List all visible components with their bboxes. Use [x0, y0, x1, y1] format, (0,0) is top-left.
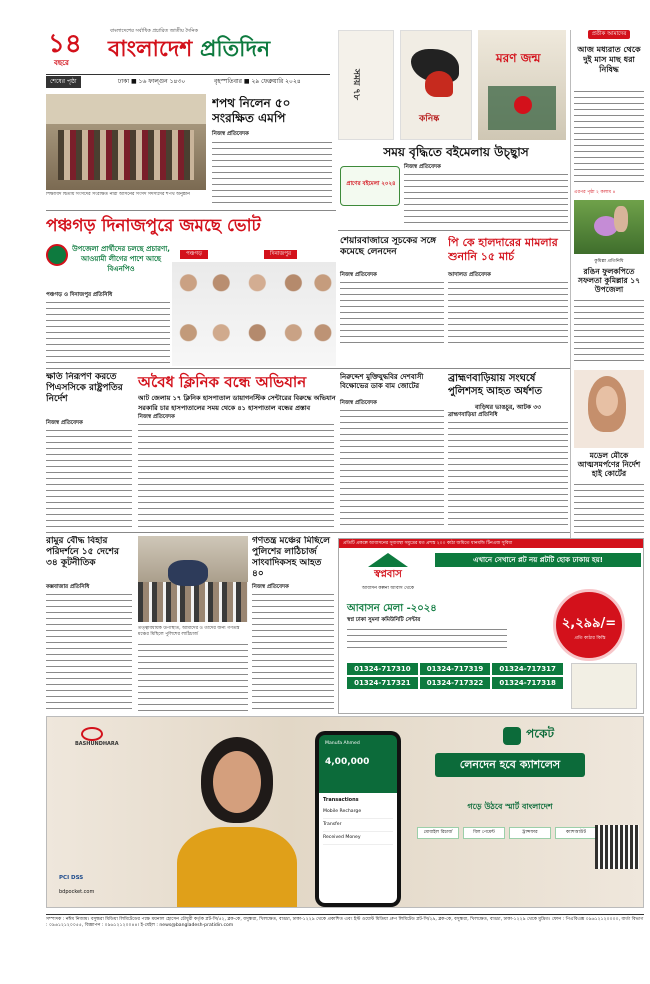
- vote-subhead: উপজেলা প্রার্থীদের চলছে প্রচারণা, আওয়ামী লীগের পাশে আছে বিএনপিও: [72, 245, 170, 273]
- pocket-ad[interactable]: [46, 716, 644, 908]
- clinic-subhead-2: সরকারি চার হাসপাতালের সময় থেকে ৪১ হাসপাতাল বন্ধের প্রস্তাব: [138, 404, 311, 412]
- sidebar-label: প্রতীক আমাদের: [588, 30, 630, 39]
- qr-code[interactable]: [595, 825, 639, 869]
- mps-reporter: নিজস্ব প্রতিবেদক: [212, 131, 249, 137]
- feature-item[interactable]: মোবাইল রিচার্জ: [417, 827, 459, 839]
- housing-top-strip: প্রতিটি প্রকল্পে আবাসনের সুব্যবস্থা সমুদ্রের মত প্রশস্ত ২০০ কাঠা জমিতে ধানমন্ডি টিনএজ সুবিধা: [339, 539, 643, 548]
- rally-photo: [138, 536, 248, 622]
- housing-brand-sub: আবাসন কল্পনা আবাস থেকে: [361, 586, 415, 591]
- brahman-sub: বাড়িঘর ভাঙচুর, আটক ৩৩: [474, 404, 542, 411]
- pocket-website[interactable]: bdpocket.com: [59, 889, 95, 895]
- phone-number[interactable]: 01324-717317: [492, 663, 563, 675]
- bashundhara-brand: BASHUNDHARA: [75, 741, 119, 747]
- date-bangla: ঢাকা ■ ১৬ ফাল্গুন ১৪৩০: [118, 78, 186, 85]
- last-page-tag: শেষের পৃষ্ঠা: [46, 76, 81, 88]
- phone-mockup: [315, 731, 401, 907]
- title-part-a: বাংলাদেশ: [108, 36, 193, 62]
- sidebar: [574, 30, 644, 590]
- pocket-logo: [503, 725, 593, 745]
- book-cover-2: [400, 30, 472, 140]
- housing-tagline: এখানে সেখানে প্লট নয় প্লটটি হোক ঢাকায় হয়!: [435, 553, 641, 567]
- mps-photo-caption: শিক্ষাবিদ দ্বিতীয় সংসদের সংরক্ষিত নারী আসনের সংসদ সদস্যদের শপথ অনুষ্ঠান: [46, 192, 190, 197]
- tx-title: Transactions: [323, 797, 359, 803]
- halder-headline: পি কে হালদারের মামলার শুনানি ১৫ মার্চ: [448, 236, 558, 263]
- book-cover-1: [338, 30, 394, 140]
- bashundhara-logo: [75, 727, 119, 747]
- housing-ad[interactable]: [338, 538, 644, 714]
- halder-reporter: আদালত প্রতিবেদক: [448, 272, 491, 278]
- sidebar-label-comilla: কুমিল্লা প্রতিনিধি: [594, 259, 624, 264]
- model-photo: [574, 370, 644, 448]
- ramu-reporter: কক্সবাজার প্রতিনিধি: [46, 584, 90, 590]
- brahman-reporter: ব্রাহ্মণবাড়িয়া প্রতিনিধি: [448, 412, 498, 418]
- tx-row[interactable]: Mobile Recharge: [323, 806, 393, 819]
- vote-byline: পঞ্চগড় ও দিনাজপুর প্রতিনিধি: [46, 292, 113, 298]
- book-1-title: সময় ৭৮: [351, 69, 361, 101]
- sidebar-headline-model: মডেল মৌকে আত্মসমর্পণের নির্দেশ হাই কোর্টের: [577, 451, 641, 478]
- price-burst: [553, 589, 625, 661]
- woman-illustration: [167, 729, 307, 908]
- brahman-headline: ব্রাহ্মণবাড়িয়ায় সংঘর্ষে পুলিশসহ আহত অর্ধশত: [448, 373, 542, 397]
- bookfair-reporter: নিজস্ব প্রতিবেদক: [404, 164, 441, 170]
- book-cover-3: [478, 30, 566, 140]
- rally-caption: তত্ত্বাবধায়ক উপস্থিতি, আমাদের ও তাদের জন্য গণতন্ত্র মঞ্চের মিছিলে পুলিশের লাঠিচার্জ: [138, 626, 240, 637]
- phone-balance: 4,00,000: [325, 757, 370, 767]
- psc-headline: ক্ষতি নিরূপণ করতে পিএসসিকে রাষ্ট্রপতির নির্দেশ: [46, 372, 123, 404]
- rally-reporter: নিজস্ব প্রতিবেদক: [252, 584, 289, 590]
- housing-price: ২,২৯৯/=: [561, 616, 617, 631]
- clinic-headline: অবৈধ ক্লিনিক বন্ধে অভিযান: [138, 373, 307, 391]
- anniversary-years: ১৪: [48, 29, 82, 59]
- phone-number[interactable]: 01324-717322: [420, 677, 491, 689]
- tx-row[interactable]: Transfer: [323, 819, 393, 832]
- phone-number[interactable]: 01324-717310: [347, 663, 418, 675]
- masthead-tagline: বাংলাদেশের সর্বাধিক প্রচারিত জাতীয় দৈনিক: [110, 28, 198, 34]
- left-bloc-headline: নিরুদ্দেশ মুক্তিযুদ্ধবির দেশবাসী বিক্ষোভের ডাক বাম জোটের: [340, 372, 424, 390]
- date-weekday: বৃহস্পতিবার ■ ২৯ ফেব্রুয়ারি ২০২৪: [214, 78, 301, 85]
- housing-logo: [347, 553, 429, 593]
- book-3-title: মরণ জন্ম: [496, 51, 541, 65]
- bookfair-headline: সময় বৃদ্ধিতে বইমেলায় উচ্ছ্বাস: [383, 145, 529, 159]
- pocket-subline: গড়ে উঠবে স্মার্ট বাংলাদেশ: [467, 802, 553, 811]
- clinic-subhead: আট জেলায় ১৭ ক্লিনিক হাসপাতাল ডায়াগনস্টিক সেন্টারের বিরুদ্ধে অভিযান: [138, 394, 336, 402]
- vote-tab-panchagarh: পঞ্চগড়: [180, 250, 208, 259]
- anniversary-word: বছরে: [54, 59, 69, 67]
- continued-1: এরপর পৃষ্ঠা ২ কলাম ৪: [574, 190, 616, 195]
- phone-number[interactable]: 01324-717318: [492, 677, 563, 689]
- feature-item[interactable]: ট্রান্সফার: [509, 827, 551, 839]
- housing-fair: আবাসন মেলা -২০২৪: [347, 603, 437, 614]
- pocket-features: [417, 827, 597, 839]
- share-headline: শেয়ারবাজারে সূচকের সঙ্গে কমেছে লেনদেন: [340, 236, 437, 257]
- newspaper-title: [108, 35, 270, 63]
- tx-row[interactable]: Received Money: [323, 832, 393, 845]
- phone-greeting: Manufa Ahmed: [325, 741, 360, 746]
- masthead: [46, 28, 336, 72]
- vote-headline: পঞ্চগড় দিনাজপুরে জমছে ভোট: [46, 216, 261, 236]
- vote-emblem: [46, 244, 68, 266]
- vote-tab-dinajpur: দিনাজপুর: [264, 250, 297, 259]
- mps-headline: শপথ নিলেন ৫০ সংরক্ষিত এমপি: [212, 96, 291, 125]
- title-part-b: প্রতিদিন: [199, 36, 271, 62]
- pocket-brand: পকেট: [526, 726, 554, 741]
- bookfair-logo-text: প্রাণের বইমেলা ২০২৪: [346, 181, 396, 187]
- phone-number[interactable]: 01324-717319: [420, 663, 491, 675]
- ramu-headline: রামুর বৌদ্ধ বিহার পরিদর্শনে ১৫ দেশের ৩৪ কূটনীতিক: [46, 536, 119, 568]
- psc-reporter: নিজস্ব প্রতিবেদক: [46, 420, 83, 426]
- phone-number[interactable]: 01324-717321: [347, 677, 418, 689]
- imprint-footer: সম্পাদক : নঈম নিজাম। বসুন্ধরা মিডিয়া লিমিটেডের পক্ষে ময়নাল হোসেন চৌধুরী কর্তৃক প্লট-সি/৫২, ব্লক-কে, বসুন্ধরা, খিলক্ষেত, বাড্ডা, ঢাকা-১২২৯ থেকে প্রকাশিত এবং ইস্ট ওয়েস্ট মিডিয়া গ্রুপ লিমিটেড প্লট-সি/২৯, ব্লক-কে, বসুন্ধরা, খিলক্ষেত, বাড্ডা, ঢাকা-১২২৯ থেকে মুদ্রিত। ফোন : পিএবিএক্স ০৯৬১২১২০০০০, বার্তা বিভাগ : ০৯৬১২১২০০৫৫, বিজ্ঞাপন : ০৯৬১২১২০০৪৪। ই-মেইল : news@bangladesh-pratidin.com: [46, 914, 644, 934]
- housing-venue: স্বপ্ন ঢাকা সুমনা কমিউনিটি সেন্টার: [347, 617, 421, 623]
- share-reporter: নিজস্ব প্রতিবেদক: [340, 272, 377, 278]
- phone-grid: [347, 663, 563, 689]
- rally-headline: গণতন্ত্র মঞ্চের মিছিলে পুলিশের লাঠিচার্জ সাংবাদিকসহ আহত ৪০: [252, 536, 330, 579]
- sidebar-headline-cauliflower: রঙিন ফুলকপিতে সফলতা কুমিল্লার ১৭ উপজেলা: [578, 267, 640, 294]
- left-bloc-reporter: নিজস্ব প্রতিবেদক: [340, 400, 377, 406]
- housing-price-note: প্রতি কাঠার কিস্তি: [574, 636, 606, 641]
- pocket-headline: লেনদেন হবে ক্যাশলেস: [435, 753, 585, 777]
- sidebar-headline-fishing: আজ মধ্যরাত থেকে দুই মাস মাছ ধরা নিষিদ্ধ: [577, 44, 641, 74]
- mps-oath-photo: [46, 94, 206, 190]
- anniversary-badge: [46, 30, 104, 70]
- housing-map: [571, 663, 637, 709]
- bookfair-logo: [340, 166, 400, 206]
- candidate-portraits: [172, 262, 336, 366]
- masthead-rule: [46, 74, 330, 75]
- clinic-reporter: নিজস্ব প্রতিবেদক: [138, 414, 175, 420]
- pci-badge: PCI DSS: [59, 875, 84, 881]
- cauliflower-photo: [574, 200, 644, 254]
- feature-item[interactable]: ক্যাশআউট: [555, 827, 597, 839]
- feature-item[interactable]: বিল পেমেন্ট: [463, 827, 505, 839]
- dateline: [46, 76, 330, 88]
- book-2-title: কনিষ্ক: [419, 114, 440, 124]
- housing-brand: স্বপ্নবাস: [374, 569, 402, 580]
